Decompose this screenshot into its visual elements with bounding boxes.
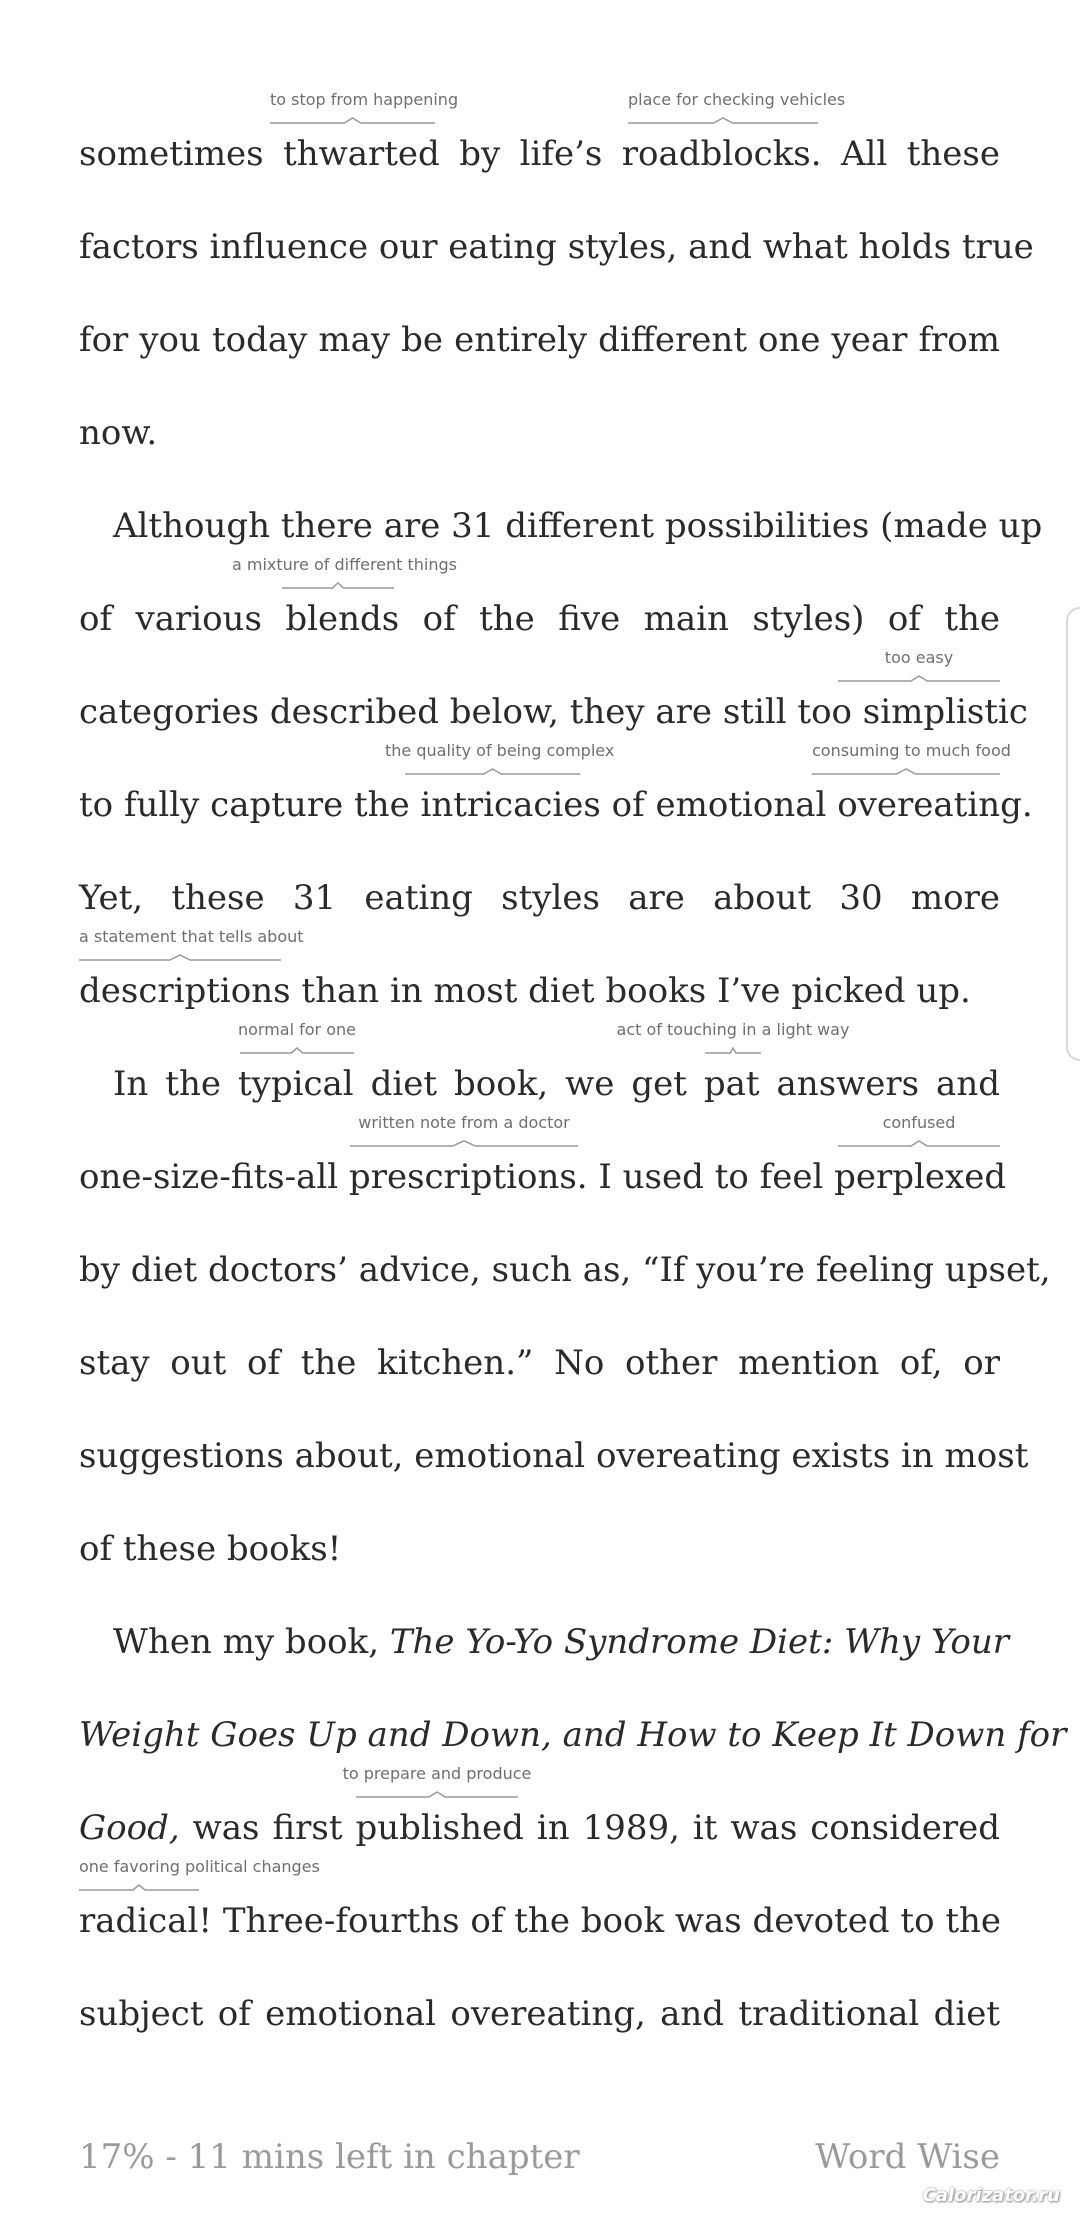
line-text: In the typical diet book, we get pat answers and bbox=[113, 1064, 1000, 1104]
hint-text: a statement that tells about bbox=[79, 927, 304, 946]
hint-bracket-icon bbox=[270, 116, 435, 124]
watermark-logo: Calorizator.ru bbox=[922, 2185, 1060, 2206]
hint-text: consuming to much food bbox=[812, 741, 1011, 760]
word-wise-hint-overeating[interactable] bbox=[812, 741, 1011, 775]
line-text: of various blends of the five main styles) of the bbox=[79, 599, 1000, 639]
hint-text: to stop from happening bbox=[270, 90, 459, 109]
hint-bracket-icon bbox=[838, 674, 1000, 682]
italic-text: The Yo-Yo Syndrome Diet: Why Your bbox=[389, 1622, 1010, 1662]
line-text: descriptions than in most diet books I’ve picked up. bbox=[79, 971, 971, 1011]
text-line bbox=[79, 500, 1043, 552]
line-text: categories described below, they are still too simplistic bbox=[79, 692, 1028, 732]
line-text: stay out of the kitchen.” No other mention of, or bbox=[79, 1343, 1000, 1383]
text-line bbox=[79, 1244, 1051, 1296]
hint-text: confused bbox=[882, 1113, 956, 1132]
hint-bracket-icon bbox=[705, 1046, 761, 1054]
side-panel-tab[interactable] bbox=[1066, 607, 1080, 1061]
text-line bbox=[79, 221, 1034, 273]
hint-bracket-icon bbox=[628, 116, 818, 124]
text-line bbox=[79, 1709, 1067, 1761]
word-wise-hint-published[interactable] bbox=[342, 1764, 532, 1798]
italic-text: Weight Goes Up and Down, and How to Keep It Down for bbox=[79, 1715, 1067, 1755]
text-line bbox=[79, 1523, 1000, 1575]
line-text: subject of emotional overeating, and traditional diet bbox=[79, 1994, 1000, 2034]
hint-bracket-icon bbox=[79, 1883, 199, 1891]
line-text: When my book, bbox=[113, 1622, 390, 1662]
text-line bbox=[79, 1988, 1000, 2040]
word-wise-hint-pat[interactable] bbox=[616, 1020, 850, 1054]
line-text: sometimes thwarted by life’s roadblocks. All these bbox=[79, 134, 1000, 174]
hint-bracket-icon bbox=[405, 767, 580, 775]
text-line bbox=[79, 1151, 1007, 1203]
text-line bbox=[79, 593, 1000, 645]
line-text: was first published in 1989, it was considered bbox=[179, 1808, 1000, 1848]
word-wise-hint-blends[interactable] bbox=[232, 555, 457, 589]
word-wise-hint-intricacies[interactable] bbox=[385, 741, 615, 775]
hint-bracket-icon bbox=[812, 767, 1000, 775]
word-wise-hint-thwarted[interactable] bbox=[270, 90, 459, 124]
line-text: radical! Three-fourths of the book was devoted to the bbox=[79, 1901, 1002, 1941]
hint-text: written note from a doctor bbox=[358, 1113, 570, 1132]
text-line bbox=[79, 1058, 1000, 1110]
text-line bbox=[79, 1430, 1029, 1482]
italic-text: Good, bbox=[79, 1808, 180, 1848]
hint-bracket-icon bbox=[240, 1046, 354, 1054]
line-text: one-size-fits-all prescriptions. I used to feel perplexed bbox=[79, 1157, 1007, 1197]
word-wise-hint-roadblocks[interactable] bbox=[628, 90, 846, 124]
hint-text: one favoring political changes bbox=[79, 1857, 320, 1876]
word-wise-hint-typical[interactable] bbox=[237, 1020, 356, 1054]
line-text: for you today may be entirely different one year from bbox=[79, 320, 1000, 360]
text-line bbox=[79, 128, 1000, 180]
hint-bracket-icon bbox=[356, 1790, 518, 1798]
hint-bracket-icon bbox=[79, 953, 281, 961]
hint-text: act of touching in a light way bbox=[616, 1020, 850, 1039]
text-line bbox=[79, 872, 1000, 924]
hint-bracket-icon bbox=[350, 1139, 578, 1147]
line-text: suggestions about, emotional overeating exists in most bbox=[79, 1436, 1029, 1476]
hint-text: the quality of being complex bbox=[385, 741, 615, 760]
text-line bbox=[79, 314, 1000, 366]
word-wise-hint-radical[interactable] bbox=[79, 1857, 320, 1891]
text-line bbox=[79, 1895, 1000, 1947]
line-text: now. bbox=[79, 413, 158, 453]
word-wise-label[interactable]: Word Wise bbox=[815, 2137, 1000, 2177]
hint-text: place for checking vehicles bbox=[628, 90, 846, 109]
hint-bracket-icon bbox=[838, 1139, 1000, 1147]
hint-text: to prepare and produce bbox=[342, 1764, 532, 1783]
word-wise-hint-simplistic[interactable] bbox=[838, 648, 1000, 682]
hint-text: a mixture of different things bbox=[232, 555, 457, 574]
text-line bbox=[79, 1337, 1000, 1389]
word-wise-hint-descriptions[interactable] bbox=[79, 927, 304, 961]
text-line bbox=[79, 1616, 1010, 1668]
hint-text: normal for one bbox=[237, 1020, 356, 1039]
line-text: by diet doctors’ advice, such as, “If you’re feeling upset, bbox=[79, 1250, 1051, 1290]
text-line bbox=[79, 965, 1000, 1017]
line-text: Yet, these 31 eating styles are about 30 more bbox=[79, 878, 1000, 918]
text-line bbox=[79, 686, 1028, 738]
line-text: factors influence our eating styles, and what holds true bbox=[79, 227, 1034, 267]
hint-bracket-icon bbox=[282, 581, 394, 589]
line-text: to fully capture the intricacies of emotional overeating. bbox=[79, 785, 1033, 825]
text-line bbox=[79, 407, 1000, 459]
hint-text: too easy bbox=[884, 648, 954, 667]
line-text: Although there are 31 different possibilities (made up bbox=[113, 506, 1043, 546]
text-line bbox=[79, 779, 1033, 831]
line-text: of these books! bbox=[79, 1529, 342, 1569]
word-wise-hint-perplexed[interactable] bbox=[838, 1113, 1000, 1147]
reading-progress[interactable]: 17% - 11 mins left in chapter bbox=[79, 2137, 580, 2177]
word-wise-hint-prescriptions[interactable] bbox=[350, 1113, 578, 1147]
text-line bbox=[79, 1802, 1000, 1854]
